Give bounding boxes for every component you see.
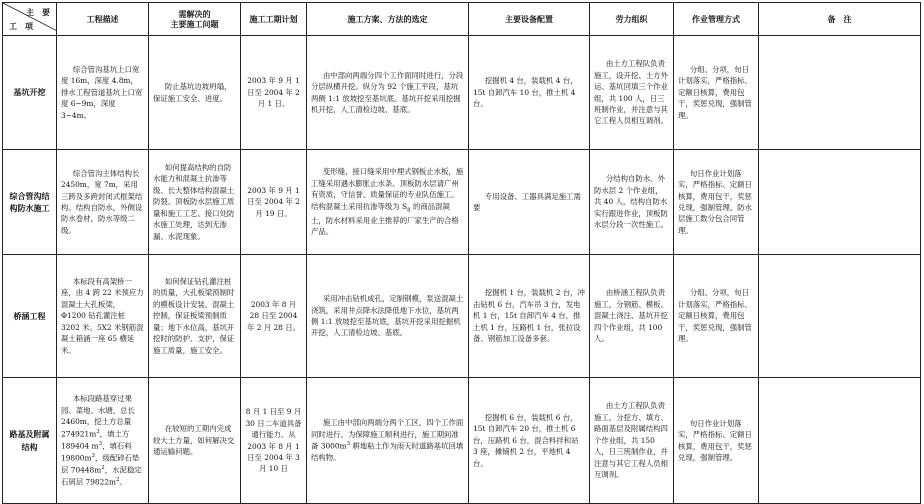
row-management-text: 旬日作业计划落实，严格指标、定额日核算，费用包干，奖惩兑现，强制管理。防水层施工数分包合同管理。 [678,168,752,235]
row-category: 综合管沟结构防水施工 [3,150,57,255]
row-problem [149,150,241,255]
header-corner-cell [3,3,57,36]
row-description-text: 本标段有高架桥一座，由 4 跨 22 米预应力混凝土大孔板梁，Φ1200 钻孔灌注桩 3202 米。5X2 米钢筋混凝土箱涵一座 65 横延米。 [61,276,144,355]
row-labor [590,378,674,504]
corner-label-top: 主 要 [26,7,50,17]
row-management [674,378,759,504]
row-description-text: 综合管沟主体结构长 2450m，宽 7m，采用三跨及多跨封闭式框架结构。结构自防水，外侧设防水卷材，防水等级二级。 [61,168,143,235]
row-problem-text: 防止基坑边坡坍塌，保证施工安全、进度。 [153,82,232,103]
row-labor-text: 分结构自防水、外防水层 2 个作业组，共 40 人，结构自防水实行跟进作业，顶板防水层分段一次性施工。 [594,174,668,230]
table-row-structure-waterproofing [3,150,921,255]
row-method [307,36,469,150]
header-plan: 施工工期计划 [241,3,307,36]
row-problem-text: 如何提高结构的自防水能力和混凝土抗渗等级、长大整体结构混凝土防裂、顶板防水层施工质量和施工工艺、接口处防水施工处理，达到无渗漏、水泥现象。 [153,162,235,241]
row-management [674,36,759,150]
row-problem-text: 在较短的工期内完成较大土方量，如何解决交通运输问题。 [153,424,235,457]
row-problem [149,378,241,504]
row-method-text: 变形缝、接口缝采用中埋式钢板止水板，施工缝采用遇水膨胀止水条。顶板防水层请广州有资质，守信誉、质量保证的专业队伍施工。结构混凝土采用抗渗等级为 $S_8$ 的商品混凝土，防水材料采用业主推荐的厂家生产的合格产品。 [311,167,464,237]
row-plan: 2003 年 9 月 1 日至 2004 年 2 月 19 日。 [241,150,307,255]
row-remarks [759,150,921,255]
row-labor-text: 由土方工程队负责施工，分挖方、填方、路面基层及附属结构四个作业组，共 150 人，日三班制作业，并注意与其它工程人员相互调剂。 [594,401,668,480]
header-remarks: 备 注 [759,3,921,36]
row-problem-text: 如何保证钻孔灌注桩的质量，大孔板梁预制时的模板设计安装，混凝土控制，保证板梁预制质量；地下水位高，基坑开挖时的防护、支护，保证施工质量，施工安全。 [153,276,235,355]
row-plan: 2003 年 9 月 1 日至 2004 年 2 月 1 日。 [241,36,307,150]
row-equipment-text: 专用设备、工器具满足施工需要 [473,191,581,212]
row-description-text: 综合管沟基坑上口宽度 16m，深度 4.8m，排水工程管道基坑上口宽度 6~9m，深度 3~4m。 [61,64,143,120]
row-description [57,255,149,378]
construction-plan-sheet [2,2,922,500]
header-problem-line1: 需解决的 [178,9,211,19]
header-management: 作业管理方式 [674,3,759,36]
row-equipment-text: 挖掘机 6 台，装载机 6 台，15t 自卸汽车 20 台，推土机 6 台，压路机 6 台，混合料拌和站 3 座，摊铺机 2 台，平地机 4 台。 [473,412,579,468]
row-labor-text: 由土方工程队负责施工，设开挖、土方外运、基坑回填三个作业组，共 100 人，日三班制作业，并注意与其它工程人员相互调剂。 [594,59,668,126]
construction-plan-table [2,2,921,504]
table-row-excavation [3,36,921,150]
row-method [307,378,469,504]
row-category: 路基及附属结构 [3,378,57,504]
row-plan: 2003 年 8 月 28 日至 2004 年 2 月 28 日。 [241,255,307,378]
row-labor [590,150,674,255]
row-management-text: 旬日作业计划落实，严格指标、定额日核算，费用包干，奖惩兑现，强制管理。 [678,418,752,462]
row-equipment-text: 挖掘机 1 台，装载机 2 台，冲击钻机 6 台，汽车吊 3 台，发电机 1 台，15t 自卸汽车 4 台，推土机 1 台，压路机 1 台，张拉设备、钢筋加工设备多套。 [473,288,585,344]
row-method-text: 施工由中部向两端分两个工区，四个工作面同时进行。为保障施工顺利进行，施工期间准备 $3000m^3$ 耕地粘土作为雨天时道路基坑回填结构物。 [311,418,464,463]
row-description [57,378,149,504]
row-management [674,150,759,255]
header-problem [149,3,241,36]
row-description-text: 本标段路基穿过果园、菜地、水塘，总长 2460m，挖土方总量 $274921m^3$，填土方 189404 $m^3$，填石料 $19800m^3$，级配碎石垫层 $70448m^2$，水泥稳定石屑层 $79822m^2$。 [61,394,142,487]
row-remarks [759,255,921,378]
row-labor [590,255,674,378]
corner-label-bottom: 工 项 [9,20,33,31]
row-management-text: 分组、分项，旬日计划落实，严格指标、定额日核算，费用包干，奖惩兑现，强制管理。 [678,288,752,344]
row-management-text: 分组、分项，旬日计划落实，严格指标、定额日核算，费用包干，奖惩兑现，强制管理。 [678,64,752,120]
row-method-text: 采用冲击钻机成孔，定制钢模，泵送混凝土浇筑，采用井点降水法降低地下水位，基坑两侧 1:1 放坡挖至基坑底，基坑开挖采用挖掘机开挖，人工清检边坡、基底。 [311,294,464,338]
header-equipment: 主要设备配置 [469,3,590,36]
header-labor: 劳力组织 [590,3,674,36]
row-labor [590,36,674,150]
row-problem [149,36,241,150]
row-description [57,36,149,150]
header-problem-line2: 主要施工问题 [170,19,219,29]
row-remarks [759,378,921,504]
row-category: 基坑开挖 [3,36,57,150]
row-method-text: 由中部向两端分四个工作面同时进行，分段分层纵横开挖。纵分为 92 个施工平段，基坑两侧 1:1 放坡挖至基坑底。基坑开挖采用挖掘机开挖，人工清检边坡、基底。 [311,70,464,114]
row-labor-text: 由桥涵工程队负责施工，分钢筋、模板、混凝土浇注、基坑开挖四个作业组，共 100 人。 [594,288,668,344]
header-row [3,3,921,36]
row-equipment [469,36,590,150]
row-equipment-text: 挖掘机 4 台，装载机 4 台，15t 自卸汽车 10 台，推土机 4 台。 [473,76,578,109]
row-method [307,255,469,378]
row-problem [149,255,241,378]
row-equipment [469,150,590,255]
header-method: 施工方案、方法的选定 [307,3,469,36]
row-plan: 8 月 1 日至 9 月 30 日二车道具备通行能力。从 2003 年 8 月 1 日至 2004 年 3 月 10 日 [241,378,307,504]
row-equipment [469,255,590,378]
row-description [57,150,149,255]
row-equipment [469,378,590,504]
row-method [307,150,469,255]
row-category: 桥涵工程 [3,255,57,378]
row-management [674,255,759,378]
row-remarks [759,36,921,150]
header-description: 工程描述 [57,3,149,36]
table-row-roadbed [3,378,921,504]
table-row-bridge-culvert [3,255,921,378]
